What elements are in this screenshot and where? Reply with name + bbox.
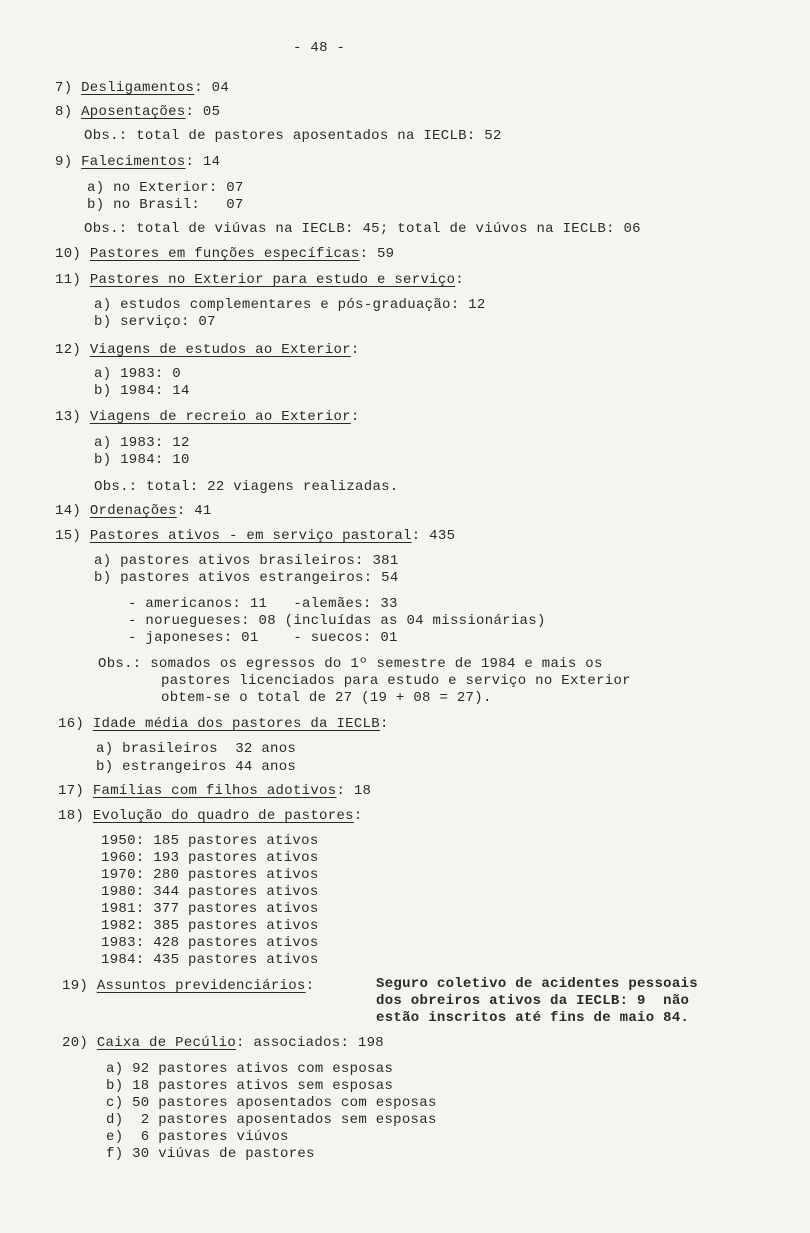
evolution-row: 1983: 428 pastores ativos <box>101 935 319 951</box>
fund-row: f) 30 viúvas de pastores <box>106 1146 315 1162</box>
item-value: : 05 <box>185 104 221 120</box>
item-number: 10) <box>55 246 82 262</box>
item-15 <box>55 528 455 544</box>
item-10 <box>55 246 394 262</box>
item-heading: Desligamentos <box>81 80 195 96</box>
fund-row: a) 92 pastores ativos com esposas <box>106 1061 394 1077</box>
item-heading: Pastores ativos - em serviço pastoral <box>89 528 412 544</box>
evolution-row: 1982: 385 pastores ativos <box>101 918 319 934</box>
item-17 <box>58 783 371 799</box>
item-heading: Famílias com filhos adotivos <box>92 783 337 799</box>
item-number: 12) <box>55 342 82 358</box>
item-20 <box>62 1035 384 1051</box>
item-value: : <box>350 409 360 425</box>
item-heading: Pastores no Exterior para estudo e serviço <box>89 272 456 288</box>
item-number: 13) <box>55 409 82 425</box>
item-12 <box>55 342 360 358</box>
item-7 <box>55 80 229 96</box>
nationality-line: - americanos: 11 -alemães: 33 <box>128 596 398 612</box>
item-14 <box>55 503 212 519</box>
item-number: 14) <box>55 503 82 519</box>
nationality-line: - noruegueses: 08 (incluídas as 04 missionárias) <box>128 613 546 629</box>
sub-item-b: b) 1984: 10 <box>94 452 190 468</box>
item-value: : 41 <box>176 503 212 519</box>
sub-item-b: b) pastores ativos estrangeiros: 54 <box>94 570 399 586</box>
item-number: 17) <box>58 783 85 799</box>
item-value: : 04 <box>194 80 230 96</box>
sub-item-a: a) no Exterior: 07 <box>87 180 244 196</box>
sub-item-b: b) no Brasil: 07 <box>87 197 244 213</box>
item-number: 15) <box>55 528 82 544</box>
fund-row: c) 50 pastores aposentados com esposas <box>106 1095 437 1111</box>
item-number: 16) <box>58 716 85 732</box>
item-number: 20) <box>62 1035 89 1051</box>
item-number: 9) <box>55 154 73 170</box>
sub-item-a: a) 1983: 0 <box>94 366 182 382</box>
evolution-row: 1950: 185 pastores ativos <box>101 833 319 849</box>
item-number: 18) <box>58 808 85 824</box>
item-value: : 435 <box>411 528 456 544</box>
item-heading: Caixa de Pecúlio <box>96 1035 237 1051</box>
sub-item-a: a) brasileiros 32 anos <box>96 741 297 757</box>
insurance-text: estão inscritos até fins de maio 84. <box>376 1010 690 1026</box>
evolution-row: 1980: 344 pastores ativos <box>101 884 319 900</box>
item-value: : <box>379 716 389 732</box>
nationality-line: - japoneses: 01 - suecos: 01 <box>128 630 398 646</box>
observation-continued: obtem-se o total de 27 (19 + 08 = 27). <box>161 690 492 706</box>
item-18 <box>58 808 363 824</box>
item-heading: Falecimentos <box>81 154 186 170</box>
item-heading: Assuntos previdenciários <box>96 978 306 994</box>
item-16 <box>58 716 389 732</box>
insurance-text: Seguro coletivo de acidentes pessoais <box>376 976 698 992</box>
item-value: : <box>455 272 464 288</box>
insurance-text: dos obreiros ativos da IECLB: 9 não <box>376 993 690 1009</box>
evolution-row: 1984: 435 pastores ativos <box>101 952 319 968</box>
item-number: 11) <box>55 272 82 288</box>
item-heading: Viagens de recreio ao Exterior <box>89 409 351 425</box>
item-value: : 18 <box>336 783 372 799</box>
item-heading: Viagens de estudos ao Exterior <box>89 342 351 358</box>
item-heading: Ordenações <box>89 503 177 519</box>
item-13 <box>55 409 360 425</box>
item-value: : 59 <box>359 246 395 262</box>
sub-item-a: a) pastores ativos brasileiros: 381 <box>94 553 399 569</box>
evolution-row: 1981: 377 pastores ativos <box>101 901 319 917</box>
sub-item-b: b) serviço: 07 <box>94 314 216 330</box>
item-11 <box>55 272 464 288</box>
page-number: - 48 - <box>293 40 346 56</box>
item-number: 8) <box>55 104 73 120</box>
item-number: 19) <box>62 978 89 994</box>
observation: Obs.: somados os egressos do 1º semestre de 1984 e mais os <box>98 656 603 672</box>
observation: Obs.: total de viúvas na IECLB: 45; total de viúvos na IECLB: 06 <box>84 221 641 237</box>
item-number: 7) <box>55 80 73 96</box>
observation: Obs.: total: 22 viagens realizadas. <box>94 479 399 495</box>
item-value: : associados: 198 <box>236 1035 384 1051</box>
sub-item-b: b) estrangeiros 44 anos <box>96 759 297 775</box>
fund-row: e) 6 pastores viúvos <box>106 1129 289 1145</box>
item-9 <box>55 154 220 170</box>
observation: Obs.: total de pastores aposentados na IECLB: 52 <box>84 128 502 144</box>
fund-row: d) 2 pastores aposentados sem esposas <box>106 1112 437 1128</box>
item-heading: Aposentações <box>81 104 186 120</box>
observation-continued: pastores licenciados para estudo e serviço no Exterior <box>161 673 631 689</box>
evolution-row: 1970: 280 pastores ativos <box>101 867 319 883</box>
sub-item-a: a) 1983: 12 <box>94 435 190 451</box>
item-heading: Idade média dos pastores da IECLB <box>92 716 380 732</box>
sub-item-b: b) 1984: 14 <box>94 383 190 399</box>
item-8 <box>55 104 220 120</box>
fund-row: b) 18 pastores ativos sem esposas <box>106 1078 394 1094</box>
item-value: : <box>350 342 360 358</box>
item-value: : <box>305 978 315 994</box>
item-19 <box>62 978 314 994</box>
item-heading: Pastores em funções específicas <box>89 246 360 262</box>
item-value: : 14 <box>185 154 221 170</box>
item-value: : <box>353 808 363 824</box>
evolution-row: 1960: 193 pastores ativos <box>101 850 319 866</box>
item-heading: Evolução do quadro de pastores <box>92 808 354 824</box>
sub-item-a: a) estudos complementares e pós-graduação: 12 <box>94 297 486 313</box>
